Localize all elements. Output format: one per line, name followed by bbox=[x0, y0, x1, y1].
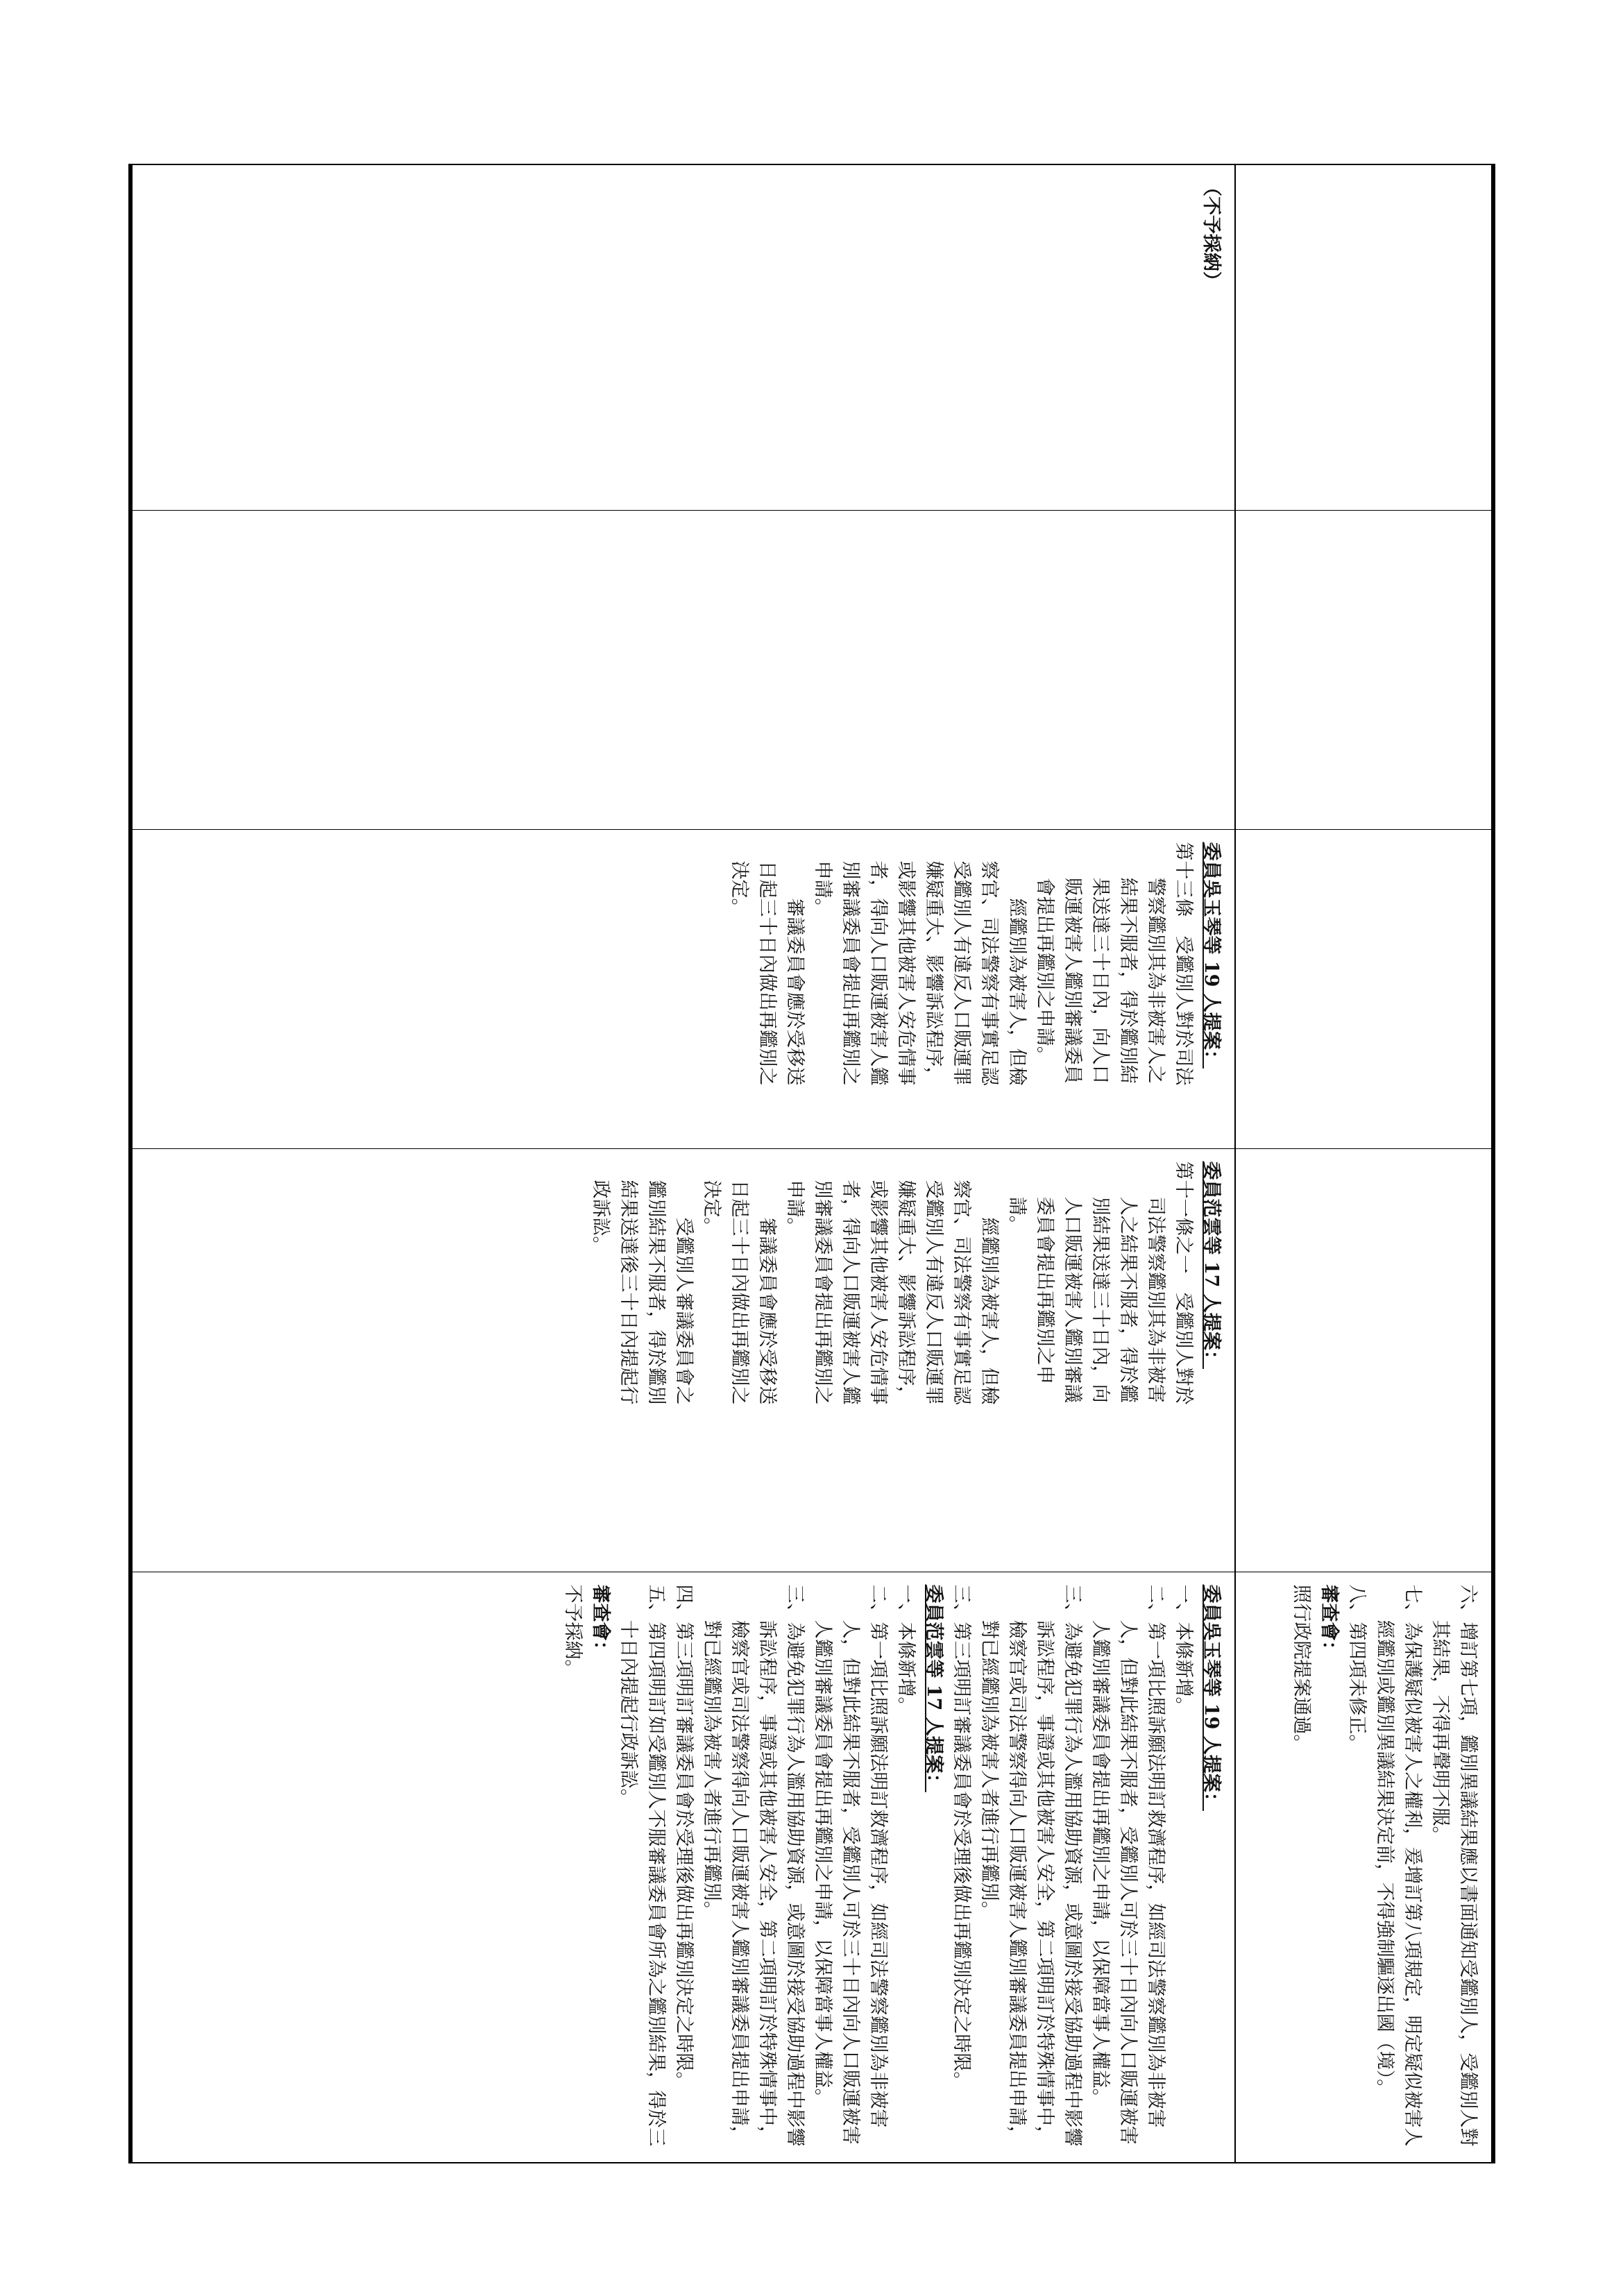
proposal-fan-col bbox=[130, 1148, 1235, 1572]
top-row-review-col bbox=[1235, 164, 1493, 510]
explanation-item: 三、第三項明訂審議委員會於受理後做出再鑑別決定之時限。 bbox=[951, 1584, 972, 2091]
document-page bbox=[135, 164, 1495, 2162]
proposal-article: 第十三條 受鑑別人對於司法警察鑑別其為非被害人之結果不服者，得於鑑別結果送達三十日內，向人口販運被害人鑑別審議委員會提出再鑑別之申請。 bbox=[1034, 842, 1194, 1086]
review-text: 不予採納。 bbox=[562, 1584, 584, 1678]
top-row-empty-col bbox=[1235, 829, 1493, 1148]
explanation-item: 六、增訂第七項，鑑別異議結果應以書面通知受鑑別人，受鑑別人對其結果，不得再聲明不服。 bbox=[1429, 1584, 1479, 2147]
review-text: 照行政院提案通過。 bbox=[1291, 1584, 1312, 1753]
explanation-item: 七、為保護疑似被害人之權利，爰增訂第八項規定，明定疑似被害人經鑑別或鑑別異議結果決定前，不得強制驅逐出國（境）。 bbox=[1374, 1584, 1423, 2147]
explanation-col bbox=[130, 1572, 1235, 2163]
explanation-header: 委員吳玉琴等 19 人提案： bbox=[1200, 1584, 1222, 1811]
top-row-empty-col bbox=[1235, 510, 1493, 829]
explanation-item: 三、為避免犯罪行為人濫用協助資源，或意圖於接受協助過程中影響訴訟程序，事證或其他被害人安全，第二項明訂於特殊情事中，檢察官或司法警察得向人口販運被害人鑑別審議委員提出申請，對已經鑑別為被害人者進行再鑑別。 bbox=[701, 1584, 806, 2147]
proposal-paragraph: 審議委員會應於受移送日起三十日內做出再鑑別之決定。 bbox=[701, 1180, 778, 1405]
comparison-table bbox=[128, 164, 1495, 2163]
proposal-paragraph: 審議委員會應於受移送日起三十日內做出再鑑別之決定。 bbox=[729, 860, 806, 1086]
explanation-item: 一、本條新增。 bbox=[895, 1584, 917, 1716]
review-label: 審查會： bbox=[590, 1584, 611, 1660]
review-label: 審查會： bbox=[1318, 1584, 1340, 1660]
explanation-item: 五、第四項明訂如受鑑別人不服審議委員會所為之鑑別結果，得於三十日內提起行政訴訟。 bbox=[618, 1584, 667, 2147]
explanation-header: 委員范雲等 17 人提案： bbox=[923, 1584, 944, 1792]
review-decision-col bbox=[130, 164, 1235, 510]
proposal-paragraph: 經鑑別為被害人，但檢察官、司法警察有事實足認受鑑別人有違反人口販運罪嫌疑重大、影響訴訟程序，或影響其他被害人安危情事者，得向人口販運被害人鑑別審議委員會提出再鑑別之申請。 bbox=[812, 860, 1028, 1086]
proposal-paragraph: 受鑑別人審議委員會之鑑別結果不服者，得於鑑別結果送達後三十日內提起行政訴訟。 bbox=[590, 1180, 695, 1405]
explanation-item: 二、第一項比照訴願法明訂救濟程序，如經司法警察鑑別為非被害人，但對此結果不服者，受鑑別人可於三十日內向人口販運被害人鑑別審議委員會提出再鑑別之申請，以保障當事人權益。 bbox=[1089, 1584, 1166, 2145]
proposal-paragraph: 經鑑別為被害人，但檢察官、司法警察有事實足認受鑑別人有違反人口販運罪嫌疑重大、影響訴訟程序，或影響其他被害人安危情事者，得向人口販運被害人鑑別審議委員會提出再鑑別之申請。 bbox=[784, 1180, 1000, 1405]
proposal-header: 委員范雲等 17 人提案： bbox=[1200, 1161, 1222, 1369]
proposal-article: 第十一條之一 受鑑別人對於司法警察鑑別其為非被害人之結果不服者，得於鑑別結果送達三十日內，向人口販運被害人鑑別審議委員會提出再鑑別之申請。 bbox=[1006, 1161, 1194, 1405]
explanation-item: 四、第三項明訂審議委員會於受理後做出再鑑別決定之時限。 bbox=[673, 1584, 695, 2091]
empty-col bbox=[130, 510, 1235, 829]
explanation-item: 二、第一項比照訴願法明訂救濟程序，如經司法警察鑑別為非被害人，但對此結果不服者，受鑑別人可於三十日內向人口販運被害人鑑別審議委員會提出再鑑別之申請，以保障當事人權益。 bbox=[812, 1584, 889, 2145]
not-adopted-label: （不予採納） bbox=[1200, 178, 1222, 290]
table-row bbox=[1235, 164, 1493, 2163]
explanation-item: 八、第四項未修正。 bbox=[1346, 1584, 1368, 1753]
explanation-item: 三、為避免犯罪行為人濫用協助資源，或意圖於接受協助過程中影響訴訟程序，事證或其他被害人安全，第二項明訂於特殊情事中，檢察官或司法警察得向人口販運被害人鑑別審議委員提出申請，對已經鑑別為被害人者進行再鑑別。 bbox=[978, 1584, 1083, 2147]
proposal-header: 委員吳玉琴等 19 人提案： bbox=[1200, 842, 1222, 1069]
explanation-item: 一、本條新增。 bbox=[1173, 1584, 1194, 1716]
proposal-wu-col bbox=[130, 829, 1235, 1148]
top-row-explanation-col bbox=[1235, 1572, 1493, 2163]
table-row bbox=[130, 164, 1235, 2163]
top-row-empty-col bbox=[1235, 1148, 1493, 1572]
